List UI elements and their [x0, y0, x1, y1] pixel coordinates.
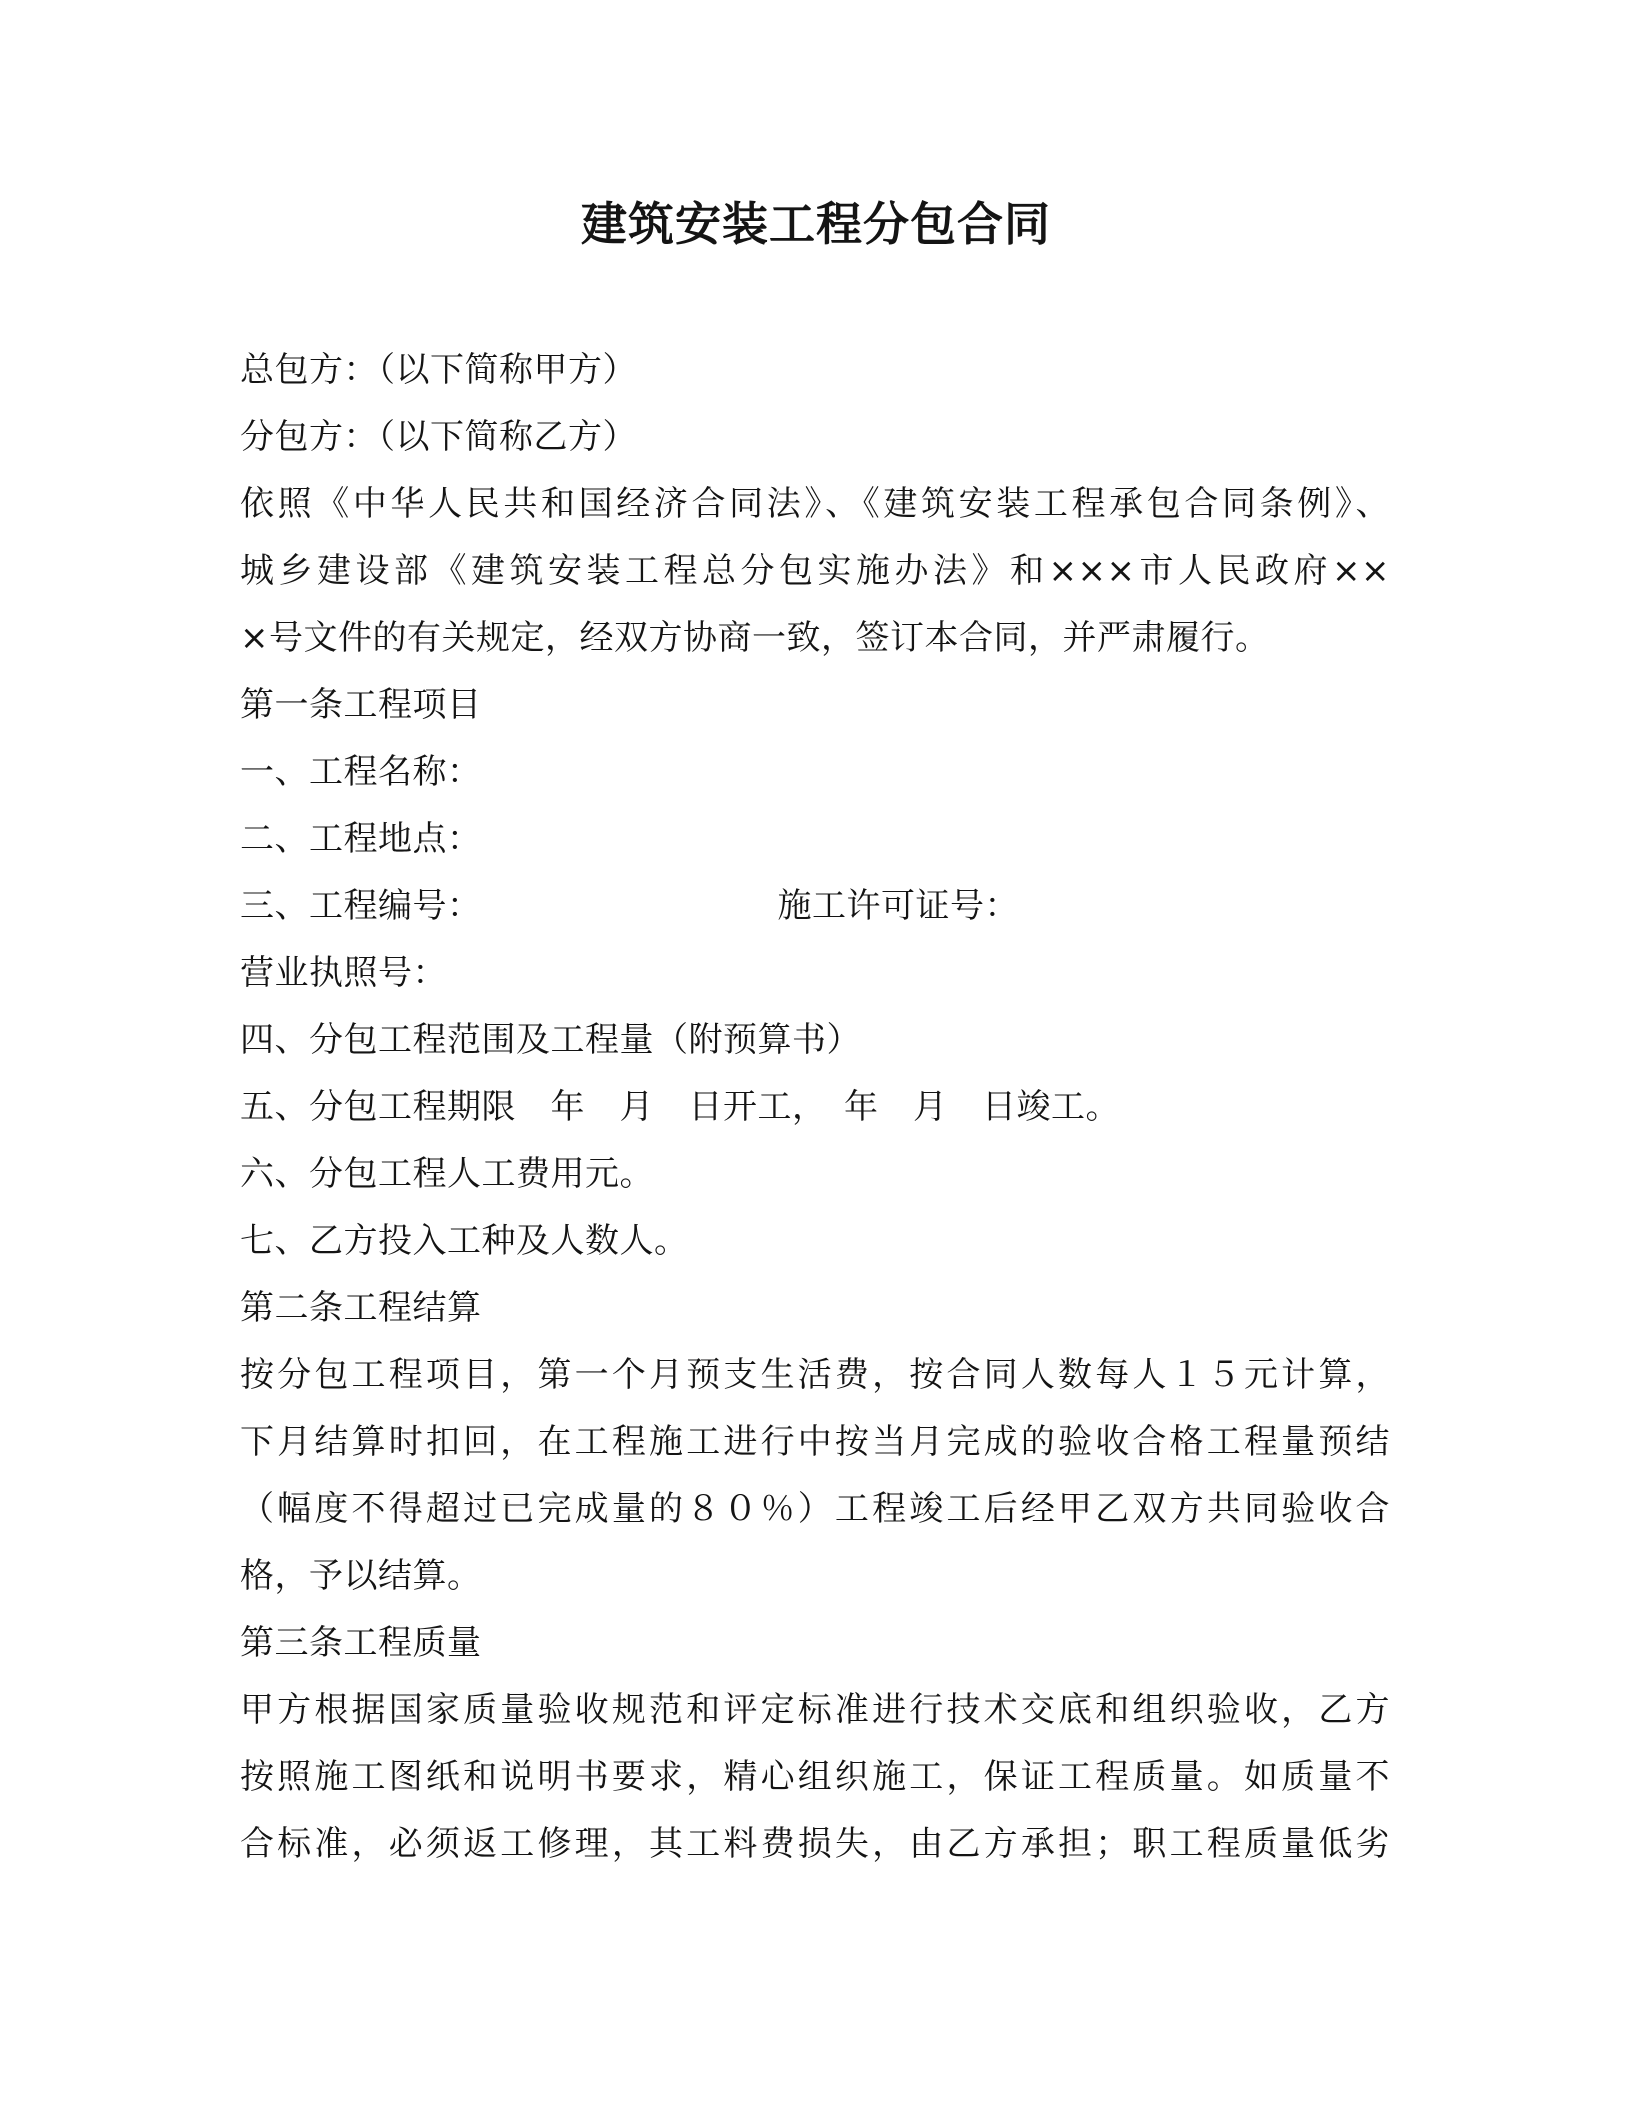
- article-3-heading: 第三条工程质量: [240, 1623, 482, 1663]
- preamble-line: ×号文件的有关规定，经双方协商一致，签订本合同，并严肃履行。: [240, 618, 1270, 658]
- workers-line: 七、乙方投入工种及人数人。: [240, 1221, 689, 1261]
- project-name-line: 一、工程名称：: [240, 752, 482, 792]
- project-location-line: 二、工程地点：: [240, 819, 482, 859]
- party-b-line: 分包方：（以下简称乙方）: [240, 417, 637, 457]
- article-3-line: 甲方根据国家质量验收规范和评定标准进行技术交底和组织验收，乙方: [240, 1690, 1390, 1730]
- article-2-line: 按分包工程项目，第一个月预支生活费，按合同人数每人１５元计算，: [240, 1355, 1390, 1395]
- article-2-line: 格，予以结算。: [240, 1556, 482, 1596]
- page-title: 建筑安装工程分包合同: [581, 197, 1051, 251]
- period-line: 五、分包工程期限 年 月 日开工， 年 月 日竣工。: [240, 1087, 1120, 1127]
- preamble-line: 城乡建设部《建筑安装工程总分包实施办法》和×××市人民政府××: [240, 551, 1390, 591]
- party-a-line: 总包方：（以下简称甲方）: [240, 350, 637, 390]
- scope-line: 四、分包工程范围及工程量（附预算书）: [240, 1020, 861, 1060]
- labor-cost-line: 六、分包工程人工费用元。: [240, 1154, 654, 1194]
- article-2-line: 下月结算时扣回，在工程施工进行中按当月完成的验收合格工程量预结: [240, 1422, 1390, 1462]
- article-3-line: 按照施工图纸和说明书要求，精心组织施工，保证工程质量。如质量不: [240, 1757, 1390, 1797]
- article-1-heading: 第一条工程项目: [240, 685, 482, 725]
- construction-permit-label: 施工许可证号：: [777, 886, 1019, 926]
- article-3-line: 合标准，必须返工修理，其工料费损失，由乙方承担；职工程质量低劣: [240, 1824, 1390, 1864]
- project-number-line: [240, 873, 1390, 940]
- preamble-line: 依照《中华人民共和国经济合同法》、《建筑安装工程承包合同条例》、: [240, 484, 1390, 524]
- article-2-heading: 第二条工程结算: [240, 1288, 482, 1328]
- document-body: [240, 337, 1390, 1878]
- article-2-line: （幅度不得超过已完成量的８０％）工程竣工后经甲乙双方共同验收合: [240, 1489, 1390, 1529]
- project-number-label: 三、工程编号：: [240, 886, 482, 926]
- business-license-line: 营业执照号：: [240, 953, 447, 993]
